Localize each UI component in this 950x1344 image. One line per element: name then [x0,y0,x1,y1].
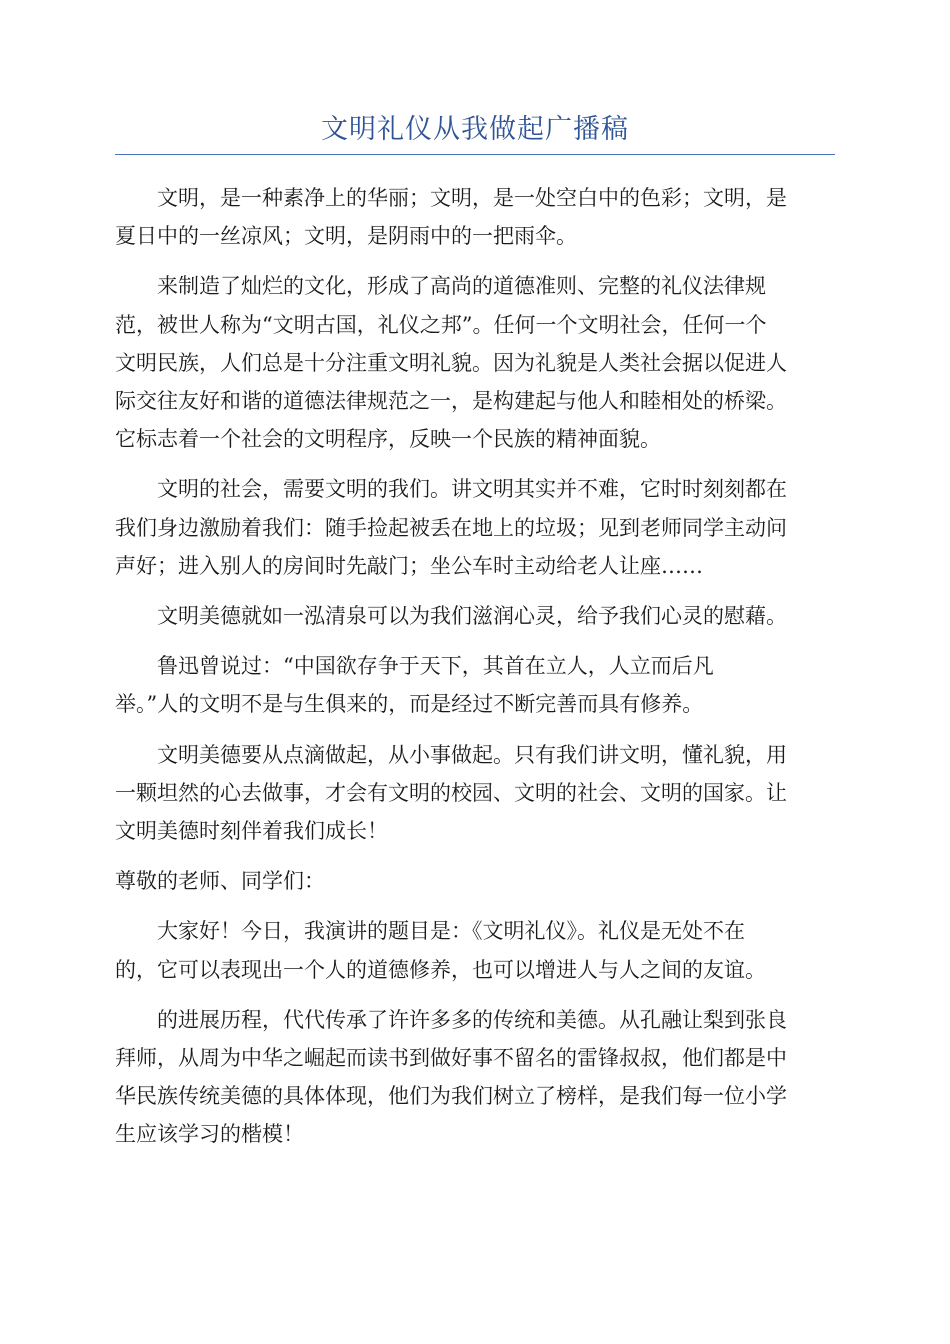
text-line: 文明的社会，需要文明的我们。讲文明其实并不难，它时时刻刻都在 [157,477,787,502]
text-line: 文明美德要从点滴做起，从小事做起。只有我们讲文明，懂礼貌，用 [157,742,787,767]
body-paragraph [115,912,835,988]
text-line: 文明美德就如一泓清泉可以为我们滋润心灵，给予我们心灵的慰藉。 [157,604,787,629]
document-page [115,108,835,1166]
text-line: 尊敬的老师、同学们： [115,869,325,894]
text-line: 一颗坦然的心去做事，才会有文明的校园、文明的社会、文明的国家。让 [115,780,787,805]
document-body [115,179,835,1154]
body-paragraph [115,267,835,458]
document-title: 文明礼仪从我做起广播稿 [321,114,629,145]
text-line: 文明美德时刻伴着我们成长！ [115,819,388,844]
text-line: 华民族传统美德的具体体现，他们为我们树立了榜样，是我们每一位小学 [115,1084,787,1109]
body-paragraph [115,736,835,851]
text-line: 的，它可以表现出一个人的道德修养，也可以增进人与人之间的友谊。 [115,957,766,982]
text-line: 文明民族，人们总是十分注重文明礼貌。因为礼貌是人类社会据以促进人 [115,350,787,375]
text-line: 文明，是一种素净上的华丽；文明，是一处空白中的色彩；文明，是 [157,186,787,210]
text-line: 际交往友好和谐的道德法律规范之一，是构建起与他人和睦相处的桥梁。 [115,389,787,414]
body-paragraph [115,179,835,255]
text-line: 生应该学习的楷模！ [115,1122,304,1147]
text-line: 夏日中的一丝凉风；文明，是阴雨中的一把雨伞。 [115,224,577,249]
text-line: 举。”人的文明不是与生俱来的，而是经过不断完善而具有修养。 [115,692,704,717]
text-line: 它标志着一个社会的文明程序，反映一个民族的精神面貌。 [115,427,661,452]
text-line: 鲁迅曾说过：“中国欲存争于天下，其首在立人，人立而后凡 [157,654,714,679]
body-paragraph [115,597,835,635]
body-paragraph [115,862,835,900]
text-line: 我们身边激励着我们：随手捡起被丢在地上的垃圾；见到老师同学主动问 [115,515,787,540]
text-line: 拜师，从周为中华之崛起而读书到做好事不留名的雷锋叔叔，他们都是中 [115,1046,787,1071]
body-paragraph [115,647,835,723]
text-line: 来制造了灿烂的文化，形成了高尚的道德准则、完整的礼仪法律规 [157,274,766,299]
text-line: 声好；进入别人的房间时先敲门；坐公车时主动给老人让座…… [115,553,703,578]
text-line: 范，被世人称为“文明古国，礼仪之邦”。任何一个文明社会，任何一个 [115,312,767,337]
body-paragraph [115,1001,835,1154]
text-line: 的进展历程，代代传承了许许多多的传统和美德。从孔融让梨到张良 [157,1007,787,1032]
title-underline [115,154,835,155]
text-line: 大家好！今日，我演讲的题目是：《文明礼仪》。礼仪是无处不在 [157,919,745,944]
body-paragraph [115,470,835,585]
